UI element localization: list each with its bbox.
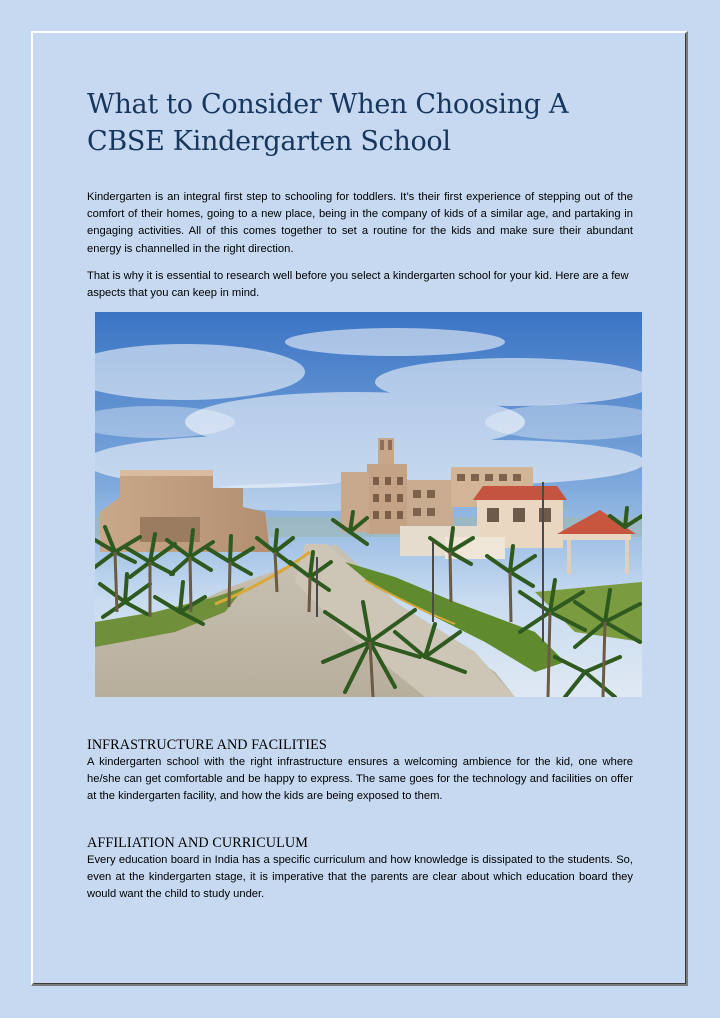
intro-paragraph-2: That is why it is essential to research well before you select a kindergarten school for your kid. Here are a few aspects that you can keep in mind.: [87, 270, 629, 300]
document-title: What to Consider When Choosing A CBSE Kindergarten School: [87, 89, 569, 157]
section-heading-infrastructure: INFRASTRUCTURE AND FACILITIES: [87, 737, 327, 753]
section-heading-affiliation: AFFILIATION AND CURRICULUM: [87, 835, 308, 851]
section-body-infrastructure: A kindergarten school with the right infrastructure ensures a welcoming ambience for the kid, one where he/she can get comfortable and be happy to express. The same goes for the technology and facilities on offer at the kindergarten facility, and how the kids are being exposed to them.: [87, 756, 633, 803]
section-body-affiliation: Every education board in India has a specific curriculum and how knowledge is dissipated to the students. So, even at the kindergarten stage, it is imperative that the parents are clear about which education board they would want the child to study under.: [87, 854, 633, 901]
school-campus-photo: [95, 312, 642, 697]
intro-paragraph-1: Kindergarten is an integral first step to schooling for toddlers. It’s their first experience of stepping out of the comfort of their homes, going to a new place, being in the company of kids of a similar age, and partaking in engaging activities. All of this comes together to set a routine for the kids and make sure their abundant energy is channelled in the right direction.: [87, 191, 633, 255]
